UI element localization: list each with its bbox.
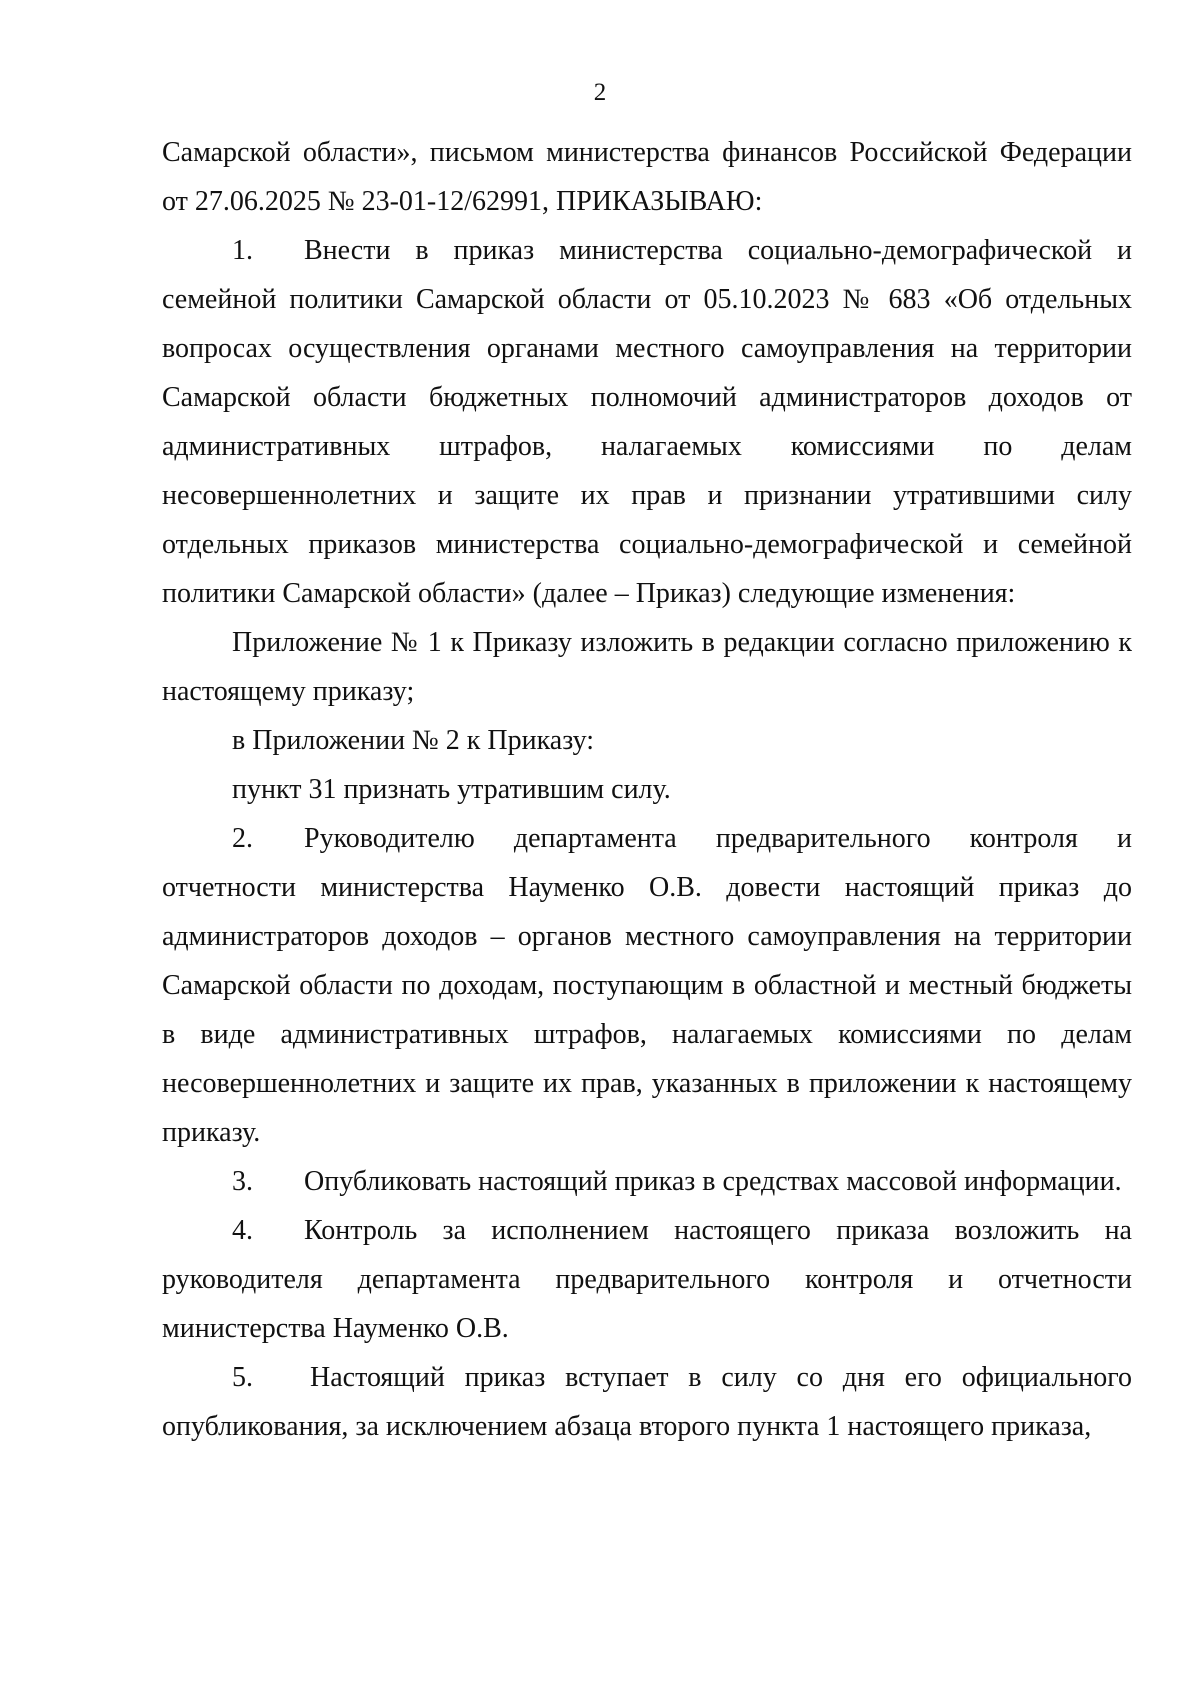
page-number: 2	[593, 79, 607, 106]
document-body	[162, 128, 1132, 1451]
paragraph-appendix-2	[162, 716, 1132, 765]
item-number: 4.	[232, 1215, 253, 1246]
paragraph-text: Контроль за исполнением настоящего приказа возложить на руководителя департамента предварительного контроля и отчетности министерства Науменко О.В.	[162, 1215, 1132, 1344]
paragraph-item-1	[162, 226, 1132, 618]
item-number: 1.	[232, 235, 253, 266]
paragraph-text: Приложение № 1 к Приказу изложить в редакции согласно приложению к настоящему приказу;	[162, 627, 1132, 707]
paragraph-item-2	[162, 814, 1132, 1157]
item-number: 5.	[232, 1362, 253, 1393]
item-number: 2.	[232, 823, 253, 854]
paragraph-text: Опубликовать настоящий приказ в средствах массовой информации.	[304, 1166, 1122, 1197]
paragraph-item-5	[162, 1353, 1132, 1451]
paragraph-preamble-end	[162, 128, 1132, 226]
paragraph-point-31	[162, 765, 1132, 814]
item-number: 3.	[232, 1166, 253, 1197]
paragraph-text: Настоящий приказ вступает в силу со дня его официального опубликования, за исключением абзаца второго пункта 1 настоящего приказа,	[162, 1362, 1132, 1442]
paragraph-text: Внести в приказ министерства социально-демографической и семейной политики Самарской области от 05.10.2023 № 683 «Об отдельных вопросах осуществления органами местного самоуправления на территории Самарской области бюджетных полномочий администраторов доходов от административных штрафов, налагаемых комиссиями по делам несовершеннолетних и защите их прав и признании утратившими силу отдельных приказов министерства социально-демографической и семейной политики Самарской области» (далее – Приказ) следующие изменения:	[162, 235, 1132, 609]
paragraph-text: Самарской области», письмом министерства финансов Российской Федерации от 27.06.2025 № 23-01-12/62991, ПРИКАЗЫВАЮ:	[162, 137, 1132, 217]
paragraph-text: Руководителю департамента предварительного контроля и отчетности министерства Науменко О.В. довести настоящий приказ до администраторов доходов – органов местного самоуправления на территории Самарской области по доходам, поступающим в областной и местный бюджеты в виде административных штрафов, налагаемых комиссиями по делам несовершеннолетних и защите их прав, указанных в приложении к настоящему приказу.	[162, 823, 1132, 1148]
paragraph-text: в Приложении № 2 к Приказу:	[232, 725, 595, 756]
paragraph-item-3	[162, 1157, 1132, 1206]
paragraph-text: пункт 31 признать утратившим силу.	[232, 774, 671, 805]
paragraph-item-4	[162, 1206, 1132, 1353]
paragraph-appendix-1	[162, 618, 1132, 716]
